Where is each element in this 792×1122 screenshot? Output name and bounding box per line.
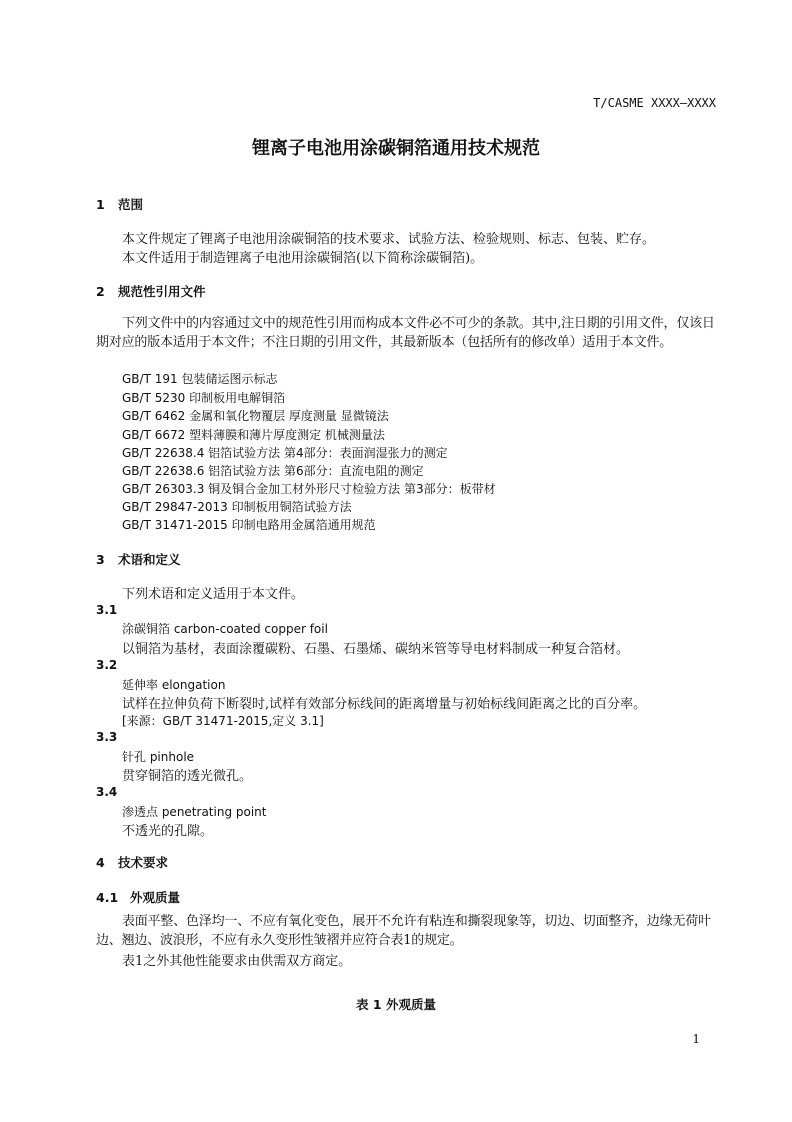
term-number: 3.2 (96, 658, 118, 672)
section-number: 1 (96, 197, 105, 212)
section-2-heading (96, 282, 206, 300)
section-number: 2 (96, 284, 105, 299)
term-name: 渗透点 penetrating point (122, 805, 267, 819)
term-definition: 不透光的孔隙。 (122, 824, 214, 839)
paragraph: 本文件适用于制造锂离子电池用涂碳铜箔(以下简称涂碳铜箔)。 (122, 251, 484, 266)
section-1-heading (96, 195, 143, 213)
reference-item: GB/T 5230 印制板用电解铜箔 (122, 391, 286, 405)
subsection-number: 4.1 (96, 890, 119, 905)
section-title: 技术要求 (118, 855, 169, 870)
term-number: 3.3 (96, 730, 118, 744)
term-number: 3.1 (96, 603, 118, 617)
section-4-heading (96, 853, 168, 871)
paragraph: 下列术语和定义适用于本文件。 (122, 587, 305, 602)
section-number: 4 (96, 855, 105, 870)
section-number: 3 (96, 552, 105, 567)
term-source: [来源：GB/T 31471-2015,定义 3.1] (122, 714, 324, 728)
reference-item: GB/T 22638.6 铝箔试验方法 第6部分：直流电阻的测定 (122, 464, 424, 478)
term-definition: 以铜箔为基材，表面涂覆碳粉、石墨、石墨烯、碳纳米管等导电材料制成一种复合箔材。 (122, 642, 630, 657)
reference-item: GB/T 6462 金属和氧化物覆层 厚度测量 显微镜法 (122, 409, 389, 423)
section-3-heading (96, 550, 181, 568)
section-title: 规范性引用文件 (118, 284, 206, 299)
paragraph: 下列文件中的内容通过文中的规范性引用而构成本文件必不可少的条款。其中,注日期的引用文件，仅该日期对应的版本适用于本文件；不注日期的引用文件，其最新版本（包括所有的修改单）适用于本文件。 (96, 316, 715, 350)
term-definition: 试样在拉伸负荷下断裂时,试样有效部分标线间的距离增量与初始标线间距离之比的百分率。 (122, 697, 647, 712)
subsection-4-1-heading (96, 888, 180, 906)
paragraph: 本文件规定了锂离子电池用涂碳铜箔的技术要求、试验方法、检验规则、标志、包装、贮存。 (122, 232, 656, 247)
reference-item: GB/T 191 包装储运图示标志 (122, 372, 278, 386)
term-name: 涂碳铜箔 carbon-coated copper foil (122, 622, 328, 636)
paragraph: 表面平整、色泽均一、不应有氧化变色，展开不允许有粘连和撕裂现象等，切边、切面整齐，边缘无荷叶边、翘边、波浪形，不应有永久变形性皱褶并应符合表1的规定。 (96, 914, 711, 948)
document-code: T/CASME XXXX—XXXX (593, 96, 716, 110)
term-number: 3.4 (96, 785, 118, 799)
table-caption: 表 1 外观质量 (356, 997, 436, 1012)
reference-item: GB/T 29847-2013 印制板用铜箔试验方法 (122, 500, 352, 514)
section-title: 术语和定义 (118, 552, 181, 567)
page-number: 1 (692, 1032, 700, 1046)
section-title: 范围 (118, 197, 144, 212)
reference-item: GB/T 31471-2015 印制电路用金属箔通用规范 (122, 518, 376, 532)
document-title: 锂离子电池用涂碳铜箔通用技术规范 (252, 138, 540, 159)
paragraph: 表1之外其他性能要求由供需双方商定。 (122, 954, 352, 969)
term-name: 延伸率 elongation (122, 678, 226, 692)
reference-item: GB/T 22638.4 铝箔试验方法 第4部分：表面润湿张力的测定 (122, 446, 448, 460)
reference-item: GB/T 6672 塑料薄膜和薄片厚度测定 机械测量法 (122, 428, 385, 442)
term-name: 针孔 pinhole (122, 750, 195, 764)
reference-item: GB/T 26303.3 铜及铜合金加工材外形尺寸检验方法 第3部分：板带材 (122, 482, 496, 496)
term-definition: 贯穿铜箔的透光微孔。 (122, 769, 253, 784)
subsection-title: 外观质量 (130, 890, 181, 905)
